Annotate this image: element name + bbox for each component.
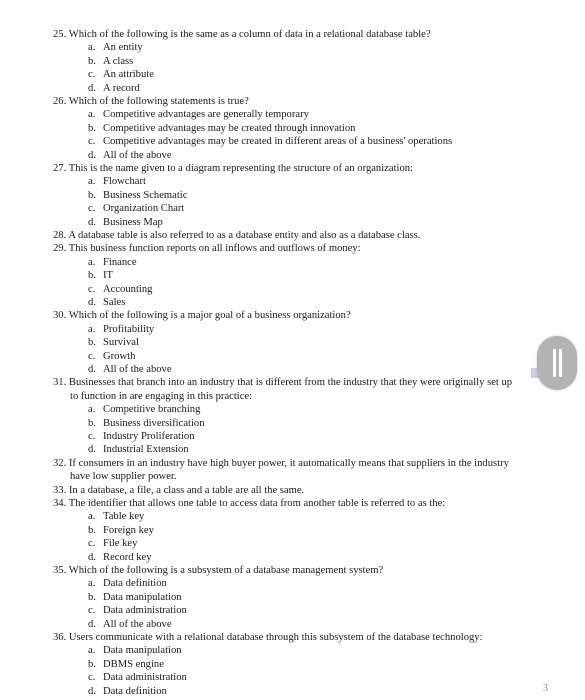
answer-option bbox=[88, 537, 137, 550]
option-letter: b. bbox=[88, 55, 96, 67]
option-letter: d. bbox=[88, 551, 96, 563]
question-text: Businesses that branch into an industry that is different from the industry that they were originally set up bbox=[68, 377, 513, 389]
option-letter: a. bbox=[88, 42, 96, 54]
option-text: Competitive branching bbox=[103, 404, 201, 416]
question-36 bbox=[53, 631, 483, 644]
question-number: 34. bbox=[53, 498, 67, 509]
answer-option bbox=[88, 41, 143, 54]
question-number: 35. bbox=[53, 565, 67, 576]
option-text: Flowchart bbox=[103, 176, 146, 188]
option-letter: b. bbox=[88, 337, 96, 349]
option-text: Data administration bbox=[103, 605, 187, 617]
answer-option bbox=[88, 68, 154, 81]
option-letter: d. bbox=[88, 297, 96, 308]
option-letter: a. bbox=[88, 404, 96, 416]
option-text: Foreign key bbox=[103, 524, 154, 536]
option-text: Record key bbox=[103, 551, 152, 563]
question-35 bbox=[53, 564, 383, 577]
question-text: Which of the following is a major goal of a business organization? bbox=[68, 310, 351, 322]
option-text: An attribute bbox=[103, 69, 154, 81]
option-text: Business Map bbox=[103, 216, 163, 228]
question-number: 25. bbox=[53, 29, 67, 40]
option-letter: a. bbox=[88, 511, 96, 523]
option-letter: a. bbox=[88, 645, 96, 657]
drag-handle-icon[interactable] bbox=[537, 336, 577, 390]
answer-option bbox=[88, 269, 113, 282]
question-number: 36. bbox=[53, 632, 67, 643]
option-letter: c. bbox=[88, 350, 96, 362]
option-letter: c. bbox=[88, 672, 96, 684]
option-letter: a. bbox=[88, 176, 96, 188]
question-number: 26. bbox=[53, 96, 67, 107]
question-text: Users communicate with a relational database through this subsystem of the database technology: bbox=[68, 632, 483, 643]
option-letter: b. bbox=[88, 189, 96, 201]
option-letter: d. bbox=[88, 364, 96, 375]
question-26 bbox=[53, 95, 249, 108]
option-text: An entity bbox=[103, 42, 143, 54]
question-text: This business function reports on all inflows and outflows of money: bbox=[68, 243, 361, 255]
answer-option bbox=[88, 216, 163, 229]
option-letter: b. bbox=[88, 591, 96, 603]
option-text: Finance bbox=[103, 256, 137, 268]
option-letter: d. bbox=[88, 82, 96, 94]
option-letter: b. bbox=[88, 524, 96, 536]
option-letter: a. bbox=[88, 256, 96, 268]
question-text: The identifier that allows one table to access data from another table is referred to as the: bbox=[68, 498, 446, 509]
answer-option bbox=[88, 55, 133, 68]
answer-option bbox=[88, 149, 172, 162]
question-text: Which of the following is the same as a column of data in a relational database table? bbox=[68, 29, 431, 40]
option-text: Business diversification bbox=[103, 417, 205, 429]
option-letter: a. bbox=[88, 578, 96, 590]
option-letter: d. bbox=[88, 444, 96, 456]
option-text: Data administration bbox=[103, 672, 187, 684]
option-text: Data definition bbox=[103, 685, 167, 697]
option-letter: c. bbox=[88, 605, 96, 617]
question-number: 27. bbox=[53, 163, 67, 174]
answer-option bbox=[88, 417, 205, 430]
option-letter: c. bbox=[88, 283, 96, 295]
option-letter: c. bbox=[88, 69, 96, 81]
option-text: Survival bbox=[103, 337, 139, 349]
answer-option bbox=[88, 551, 152, 564]
answer-option bbox=[88, 363, 172, 376]
option-letter: c. bbox=[88, 431, 96, 442]
answer-option bbox=[88, 323, 154, 336]
question-28 bbox=[53, 229, 420, 242]
question-text: A database table is also referred to as a database entity and also as a database class. bbox=[68, 230, 421, 241]
answer-option bbox=[88, 175, 146, 188]
answer-option bbox=[88, 202, 184, 215]
option-letter: d. bbox=[88, 149, 96, 161]
question-number: 28. bbox=[53, 230, 67, 241]
answer-option bbox=[88, 618, 172, 631]
option-text: Growth bbox=[103, 350, 136, 362]
option-letter: b. bbox=[88, 122, 96, 134]
option-letter: b. bbox=[88, 270, 96, 282]
answer-option bbox=[88, 510, 144, 523]
answer-option bbox=[88, 604, 187, 617]
option-text: DBMS engine bbox=[103, 658, 164, 670]
option-letter: a. bbox=[88, 323, 96, 335]
option-letter: d. bbox=[88, 685, 96, 697]
question-text: Which of the following statements is true? bbox=[68, 96, 249, 107]
option-text: IT bbox=[103, 270, 113, 282]
option-letter: c. bbox=[88, 538, 96, 550]
question-27 bbox=[53, 162, 413, 175]
option-text: Data manipulation bbox=[103, 591, 182, 603]
question-text: If consumers in an industry have high buyer power, it automatically means that suppliers in the industry bbox=[68, 457, 509, 469]
answer-option bbox=[88, 135, 452, 148]
option-letter: b. bbox=[88, 417, 96, 429]
page-number: 3 bbox=[543, 683, 548, 694]
option-text: Data definition bbox=[103, 578, 167, 590]
option-text: Business Schematic bbox=[103, 189, 188, 201]
option-text: Competitive advantages are generally temporary bbox=[103, 109, 309, 121]
answer-option bbox=[88, 644, 182, 657]
question-number: 33. bbox=[53, 484, 67, 496]
answer-option bbox=[88, 122, 355, 135]
question-text-continued: have low supplier power. bbox=[70, 471, 177, 483]
question-32 bbox=[53, 457, 509, 470]
option-text: All of the above bbox=[103, 149, 172, 161]
option-text: Data manipulation bbox=[103, 645, 182, 657]
option-text: Profitability bbox=[103, 323, 155, 335]
option-text: Organization Chart bbox=[103, 203, 185, 215]
question-number: 32. bbox=[53, 457, 67, 469]
answer-option bbox=[88, 350, 135, 363]
drag-handle-bar bbox=[553, 349, 556, 377]
question-text: This is the name given to a diagram representing the structure of an organization: bbox=[68, 163, 414, 174]
question-25 bbox=[53, 28, 431, 41]
option-letter: d. bbox=[88, 618, 96, 630]
question-30 bbox=[53, 309, 351, 322]
option-text: Industry Proliferation bbox=[103, 431, 195, 442]
option-letter: d. bbox=[88, 216, 96, 228]
option-text: All of the above bbox=[103, 618, 172, 630]
answer-option bbox=[88, 256, 137, 269]
question-number: 30. bbox=[53, 310, 67, 322]
option-letter: a. bbox=[88, 109, 96, 121]
answer-option bbox=[88, 577, 167, 590]
option-text: A class bbox=[103, 55, 134, 67]
option-letter: c. bbox=[88, 136, 96, 148]
option-text: Sales bbox=[103, 297, 126, 308]
question-text: Which of the following is a subsystem of a database management system? bbox=[68, 565, 384, 576]
answer-option bbox=[88, 658, 164, 671]
option-text: Competitive advantages may be created through innovation bbox=[103, 122, 356, 134]
answer-option bbox=[88, 671, 187, 684]
answer-option bbox=[88, 296, 125, 309]
answer-option bbox=[88, 82, 140, 95]
option-letter: b. bbox=[88, 658, 96, 670]
option-letter: c. bbox=[88, 203, 96, 215]
answer-option bbox=[88, 403, 200, 416]
option-text: Industrial Extension bbox=[103, 444, 189, 456]
drag-handle-bar bbox=[559, 349, 562, 377]
question-31 bbox=[53, 376, 512, 389]
option-text: All of the above bbox=[103, 364, 172, 375]
question-34 bbox=[53, 497, 445, 510]
option-text: Table key bbox=[103, 511, 145, 523]
question-29 bbox=[53, 242, 361, 255]
option-text: File key bbox=[103, 538, 138, 550]
answer-option bbox=[88, 685, 167, 698]
question-number: 29. bbox=[53, 243, 67, 255]
answer-option bbox=[88, 336, 139, 349]
option-text: Competitive advantages may be created in different areas of a business' operations bbox=[103, 136, 453, 148]
answer-option bbox=[88, 524, 154, 537]
question-text: In a database, a file, a class and a table are all the same. bbox=[68, 484, 305, 496]
answer-option bbox=[88, 108, 309, 121]
answer-option bbox=[88, 283, 152, 296]
question-text-continued: to function in are engaging in this practice: bbox=[70, 390, 253, 402]
question-33 bbox=[53, 484, 304, 497]
answer-option bbox=[88, 430, 195, 443]
option-text: Accounting bbox=[103, 283, 153, 295]
answer-option bbox=[88, 443, 189, 456]
option-text: A record bbox=[103, 82, 140, 94]
question-number: 31. bbox=[53, 377, 67, 389]
answer-option bbox=[88, 189, 187, 202]
answer-option bbox=[88, 591, 182, 604]
